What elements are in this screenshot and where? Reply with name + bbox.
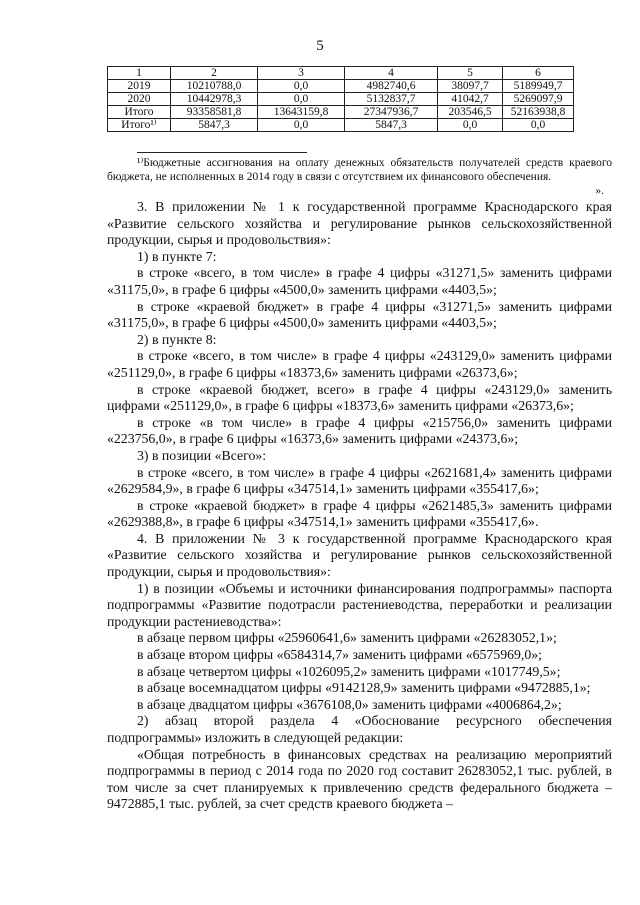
footnote-text: ¹⁾Бюджетные ассигнования на оплату денежных обязательств получателей средств краевого бюджета, не исполненных в 2014 году в связи с отсутствием их финансового обеспечения. xyxy=(107,157,612,183)
document-body xyxy=(107,199,612,813)
paragraph: «Общая потребность в финансовых средствах на реализацию мероприятий подпрограммы в период с 2014 года по 2020 год составит 26283052,1 тыс. рублей, в том числе за счет планируемых к привлечению средств федерального бюджета – 9472885,1 тыс. рублей, за счет средств краевого бюджета – xyxy=(107,746,612,812)
paragraph: в строке «всего, в том числе» в графе 4 цифры «2621681,4» заменить цифрами «2629584,9», в графе 6 цифры «347514,1» заменить цифрами «355417,6»; xyxy=(107,464,612,497)
table-cell: 38097,7 xyxy=(438,80,503,93)
table-header-cell: 5 xyxy=(438,67,503,80)
paragraph: в строке «краевой бюджет» в графе 4 цифры «2621485,3» заменить цифрами «2629388,8», в графе 6 цифры «347514,1» заменить цифрами «355417,6». xyxy=(107,497,612,530)
paragraph: в строке «всего, в том числе» в графе 4 цифры «31271,5» заменить цифрами «31175,0», в графе 6 цифры «4500,0» заменить цифрами «4403,5»; xyxy=(107,265,612,297)
table-row xyxy=(108,80,574,93)
paragraph: в строке «краевой бюджет» в графе 4 цифры «31271,5» заменить цифрами «31175,0», в графе 6 цифры «4500,0» заменить цифрами «4403,5»; xyxy=(107,298,612,331)
table-cell: 0,0 xyxy=(258,80,345,93)
table-cell: 41042,7 xyxy=(438,93,503,106)
paragraph: в абзаце четвертом цифры «1026095,2» заменить цифрами «1017749,5»; xyxy=(137,663,561,679)
table-cell: 0,0 xyxy=(258,119,345,132)
paragraph: 2) в пункте 8: xyxy=(137,331,217,347)
budget-table xyxy=(107,66,574,132)
paragraph: в строке «краевой бюджет, всего» в графе 4 цифры «243129,0» заменить цифрами «251129,0», в графе 6 цифры «18373,6» заменить цифрами «26373,6»; xyxy=(107,381,612,414)
paragraph: 2) абзац второй раздела 4 «Обоснование ресурсного обеспечения подпрограммы» изложить в следующей редакции: xyxy=(107,713,612,745)
table-cell: 5847,3 xyxy=(345,119,438,132)
paragraph: 1) в позиции «Объемы и источники финансирования подпрограммы» паспорта подпрограммы «Развитие подотрасли растениеводства, переработки и реализации продукции растениеводства»: xyxy=(107,580,612,629)
table-cell: 4982740,6 xyxy=(345,80,438,93)
table-cell: 5269097,9 xyxy=(503,93,574,106)
table-cell: 0,0 xyxy=(438,119,503,132)
table-row xyxy=(108,106,574,119)
table-cell: 5132837,7 xyxy=(345,93,438,106)
table-cell: 2019 xyxy=(108,80,171,93)
paragraph: в строке «всего, в том числе» в графе 4 цифры «243129,0» заменить цифрами «251129,0», в графе 6 цифры «18373,6» заменить цифрами «26373,6»; xyxy=(107,348,612,380)
table-cell: 2020 xyxy=(108,93,171,106)
table-row xyxy=(108,93,574,106)
table-header-cell: 6 xyxy=(503,67,574,80)
table-header-cell: 3 xyxy=(258,67,345,80)
table-row xyxy=(108,119,574,132)
table-cell: Итого xyxy=(108,106,171,119)
paragraph: в абзаце первом цифры «25960641,6» заменить цифрами «26283052,1»; xyxy=(137,630,557,646)
table-cell: 10442978,3 xyxy=(171,93,258,106)
table-cell: 5847,3 xyxy=(171,119,258,132)
table-cell: 203546,5 xyxy=(438,106,503,119)
paragraph: 1) в пункте 7: xyxy=(137,248,217,264)
paragraph: 3) в позиции «Всего»: xyxy=(137,447,267,463)
table-cell: 13643159,8 xyxy=(258,106,345,119)
page-number: 5 xyxy=(316,38,324,54)
table-header-cell: 2 xyxy=(171,67,258,80)
footnote-divider xyxy=(137,152,307,153)
table-cell: 10210788,0 xyxy=(171,80,258,93)
paragraph: 3. В приложении № 1 к государственной программе Краснодарского края «Развитие сельского хозяйства и регулирование рынков сельскохозяйственной продукции, сырья и продовольствия»: xyxy=(107,199,612,248)
table-header-cell: 4 xyxy=(345,67,438,80)
table-cell: 0,0 xyxy=(503,119,574,132)
paragraph: в строке «в том числе» в графе 4 цифры «215756,0» заменить цифрами «223756,0», в графе 6 цифры «16373,6» заменить цифрами «24373,6»; xyxy=(107,414,612,447)
table-cell: Итого¹⁾ xyxy=(108,119,171,132)
table-cell: 5189949,7 xyxy=(503,80,574,93)
footnote xyxy=(107,156,612,198)
table-cell: 27347936,7 xyxy=(345,106,438,119)
table-header-cell: 1 xyxy=(108,67,171,80)
paragraph: в абзаце втором цифры «6584314,7» заменить цифрами «6575969,0»; xyxy=(137,647,543,663)
paragraph: в абзаце двадцатом цифры «3676108,0» заменить цифрами «4006864,2»; xyxy=(137,696,562,712)
paragraph: 4. В приложении № 3 к государственной программе Краснодарского края «Развитие сельского хозяйства и регулирование рынков сельскохозяйственной продукции, сырья и продовольствия»: xyxy=(107,530,612,580)
paragraph: в абзаце восемнадцатом цифры «9142128,9» заменить цифрами «9472885,1»; xyxy=(137,680,591,696)
footnote-closing-quote: ». xyxy=(595,185,604,197)
table-header-row xyxy=(108,67,574,80)
table-cell: 93358581,8 xyxy=(171,106,258,119)
table-cell: 52163938,8 xyxy=(503,106,574,119)
table-cell: 0,0 xyxy=(258,93,345,106)
